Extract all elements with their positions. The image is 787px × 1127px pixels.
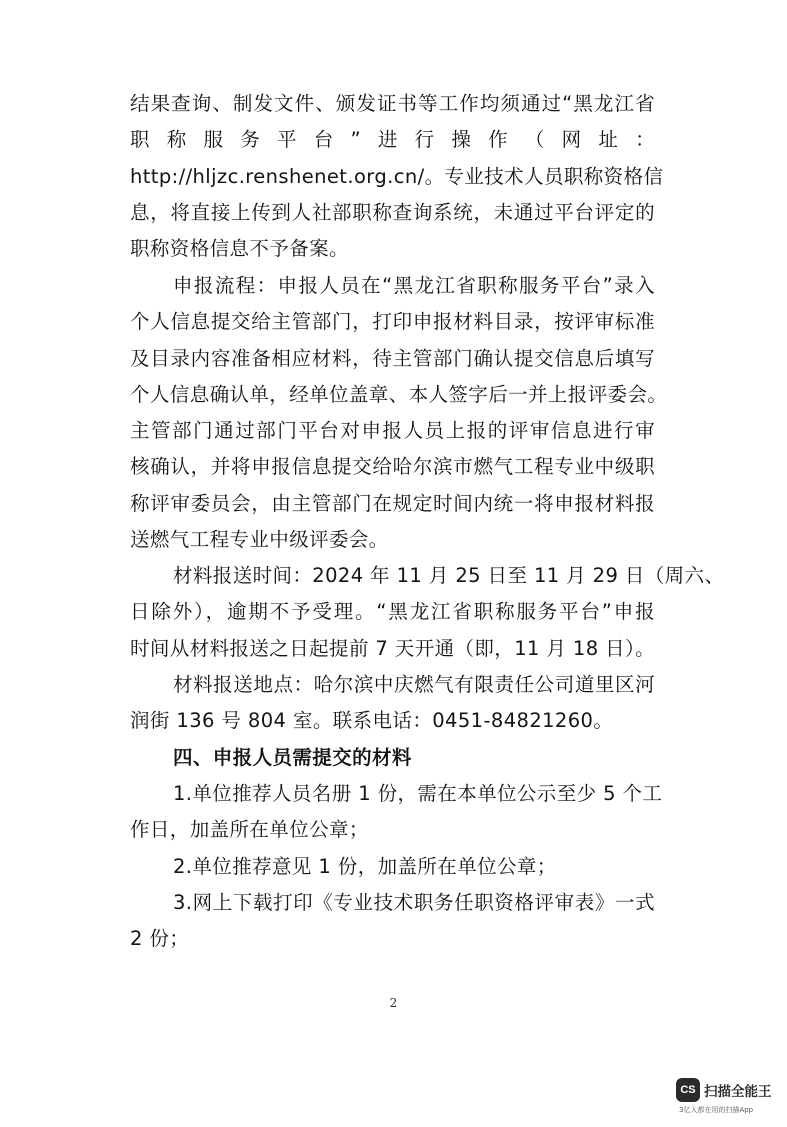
heading-text: 四、申报人员需提交的材料 <box>173 746 412 769</box>
text-line: 结果查询、制发文件、颁发证书等工作均须通过“黑龙江省 <box>130 92 655 115</box>
text-line: 材料报送时间：2024 年 11 月 25 日至 11 月 29 日（周六、 <box>173 564 725 587</box>
text-line: 3.网上下载打印《专业技术职务任职资格评审表》一式 <box>173 891 655 914</box>
text-line: 及目录内容准备相应材料，待主管部门确认提交信息后填写 <box>130 346 655 370</box>
text-line: 个人信息确认单，经单位盖章、本人签字后一并上报评委会。 <box>130 382 668 406</box>
camscanner-logo-icon: CS <box>676 1078 700 1102</box>
list-item-1 <box>130 776 663 849</box>
text-line: 2 份； <box>130 927 190 951</box>
text-line: http://hljzc.renshenet.org.cn/。专业技术人员职称资格信 <box>130 164 664 188</box>
text-line: 职称资格信息不予备案。 <box>130 237 349 261</box>
paragraph-application-process <box>130 268 668 558</box>
page-number: 2 <box>389 996 398 1010</box>
text-line: 时间从材料报送之日起提前 7 天开通（即，11 月 18 日）。 <box>130 636 656 660</box>
text-line: 润街 136 号 804 室。联系电话：0451-84821260。 <box>130 709 614 733</box>
paragraph-platform-intro <box>130 86 664 267</box>
text-line: 日除外），逾期不予受理。“黑龙江省职称服务平台”申报 <box>130 600 655 624</box>
text-line: 主管部门通过部门平台对申报人员上报的评审信息进行审 <box>130 419 655 443</box>
text-line: 核确认，并将申报信息提交给哈尔滨市燃气工程专业中级职 <box>130 455 655 479</box>
text-line: 1.单位推荐人员名册 1 份，需在本单位公示至少 5 个工 <box>173 782 663 805</box>
text-line: 职称服务平台”进行操作（网址： <box>130 128 655 152</box>
text-line: 息，将直接上传到人社部职称查询系统，未通过平台评定的 <box>130 200 655 224</box>
scanner-watermark <box>676 1078 780 1118</box>
paragraph-submission-location <box>130 667 655 740</box>
watermark-app-name: 扫描全能王 <box>704 1084 772 1100</box>
text-line: 申报流程：申报人员在“黑龙江省职称服务平台”录入 <box>173 274 655 297</box>
paragraph-submission-time <box>130 558 725 667</box>
section-heading <box>130 740 655 776</box>
text-line: 送燃气工程专业中级评委会。 <box>130 528 389 552</box>
list-item-3 <box>130 885 655 958</box>
text-line: 称评审委员会，由主管部门在规定时间内统一将申报材料报 <box>130 491 655 515</box>
text-line: 材料报送地点：哈尔滨中庆燃气有限责任公司道里区河 <box>173 673 655 696</box>
text-line: 2.单位推荐意见 1 份，加盖所在单位公章； <box>173 855 557 878</box>
text-line: 作日，加盖所在单位公章； <box>130 818 369 842</box>
watermark-tagline: 3亿人都在用的扫描App <box>679 1106 754 1114</box>
list-item-2 <box>130 849 655 885</box>
text-line: 个人信息提交给主管部门，打印申报材料目录，按评审标准 <box>130 310 655 334</box>
